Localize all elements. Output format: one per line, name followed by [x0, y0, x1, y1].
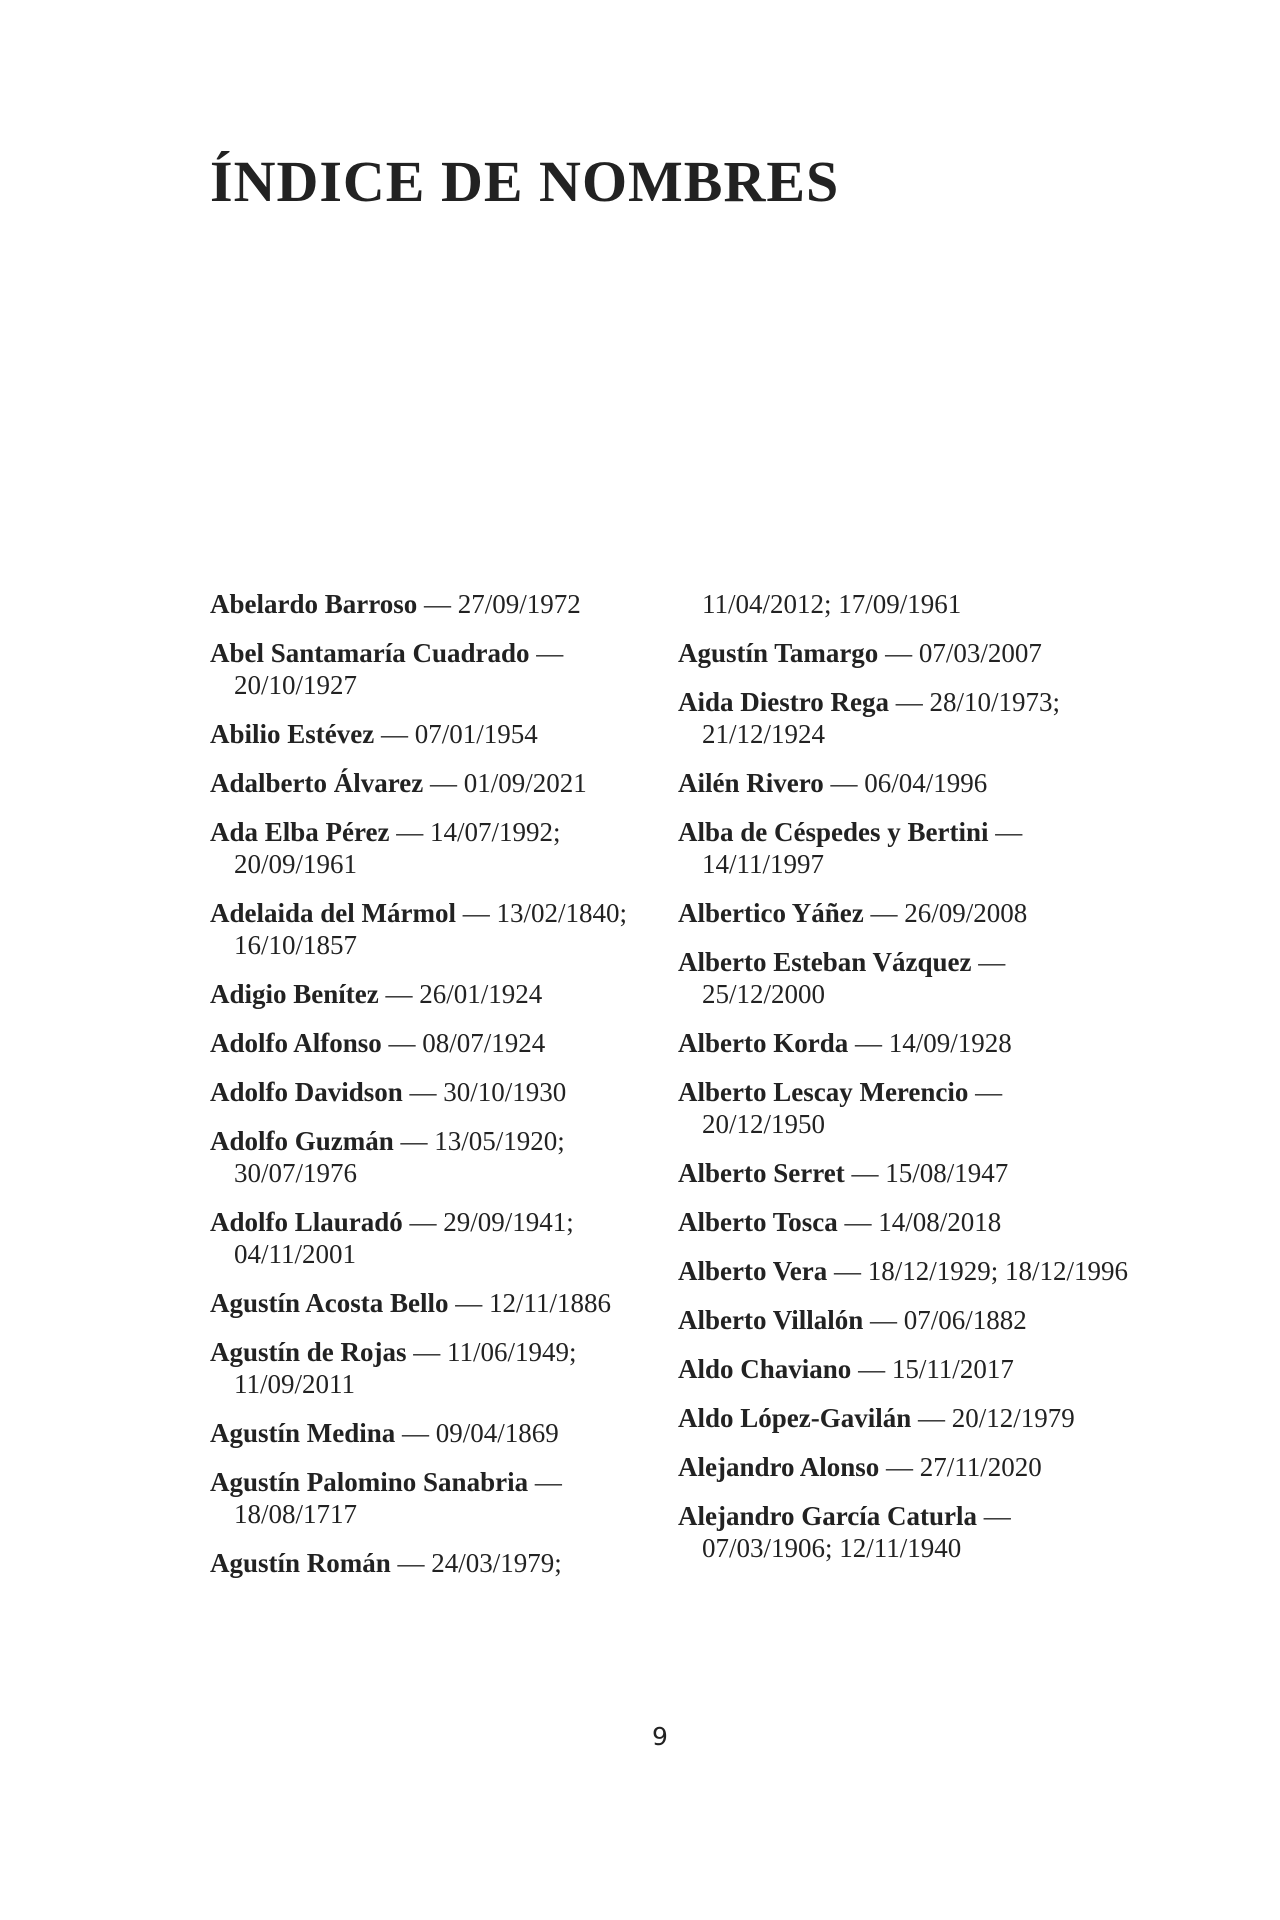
- entry-name: Ada Elba Pérez: [210, 817, 390, 847]
- entry-name: Agustín Román: [210, 1548, 391, 1578]
- entry-name: Aldo López-Gavilán: [678, 1403, 912, 1433]
- entry-name: Adolfo Guzmán: [210, 1126, 394, 1156]
- entry-name: Abilio Estévez: [210, 719, 375, 749]
- entry-name: Abelardo Barroso: [210, 589, 418, 619]
- entry-dates: — 07/01/1954: [380, 719, 538, 749]
- index-entry: [210, 637, 660, 701]
- index-entry: [210, 978, 660, 1010]
- entry-dates: — 12/11/1886: [455, 1288, 612, 1318]
- index-entry: [678, 1353, 1128, 1385]
- entry-name: Aida Diestro Rega: [678, 687, 889, 717]
- entry-dates: — 14/09/1928: [854, 1028, 1012, 1058]
- entry-name: Adolfo Llauradó: [210, 1207, 403, 1237]
- entry-name: Agustín de Rojas: [210, 1337, 407, 1367]
- entry-dates: — 25/12/2000: [702, 947, 1006, 1009]
- entry-dates: — 07/03/2007: [885, 638, 1042, 668]
- entry-dates: — 20/10/1927: [234, 638, 564, 700]
- index-entry: [678, 897, 1128, 929]
- entry-name: Alberto Korda: [678, 1028, 849, 1058]
- entry-name: Agustín Palomino Sanabria: [210, 1467, 529, 1497]
- index-entry: [678, 767, 1128, 799]
- index-entry: [210, 1417, 660, 1449]
- entry-name: Alberto Serret: [678, 1158, 845, 1188]
- index-entry: [678, 1076, 1128, 1140]
- entry-dates: — 20/12/1979: [918, 1403, 1075, 1433]
- index-entry: [678, 1206, 1128, 1238]
- entry-dates: — 27/09/1972: [424, 589, 581, 619]
- index-entry: [678, 816, 1128, 880]
- entry-dates: — 01/09/2021: [429, 768, 587, 798]
- index-entry-continuation: 11/04/2012; 17/09/1961: [702, 589, 962, 619]
- index-entry: [678, 1255, 1128, 1287]
- entry-dates: — 14/11/1997: [702, 817, 1023, 879]
- index-entry: [678, 1451, 1128, 1483]
- entry-name: Agustín Acosta Bello: [210, 1288, 449, 1318]
- index-entry: [210, 1076, 660, 1108]
- entry-name: Albertico Yáñez: [678, 898, 864, 928]
- entry-name: Adigio Benítez: [210, 979, 379, 1009]
- index-entry: [678, 1027, 1128, 1059]
- page-number: 9: [652, 1722, 668, 1751]
- entry-dates: — 14/07/1992; 20/09/1961: [234, 817, 561, 879]
- entry-dates: — 13/02/1840; 16/10/1857: [234, 898, 627, 960]
- index-column-left: [210, 588, 660, 1596]
- entry-dates: — 28/10/1973; 21/12/1924: [702, 687, 1060, 749]
- entry-name: Abel Santamaría Cuadrado: [210, 638, 530, 668]
- entry-name: Agustín Tamargo: [678, 638, 879, 668]
- index-entry: [210, 1466, 660, 1530]
- entry-dates: — 26/09/2008: [870, 898, 1028, 928]
- index-column-right: [678, 588, 1128, 1581]
- index-entry: [210, 767, 660, 799]
- index-entry: [678, 637, 1128, 669]
- entry-name: Alberto Tosca: [678, 1207, 838, 1237]
- entry-dates: — 18/08/1717: [234, 1467, 562, 1529]
- entry-dates: — 09/04/1869: [402, 1418, 559, 1448]
- entry-name: Alejandro García Caturla: [678, 1501, 977, 1531]
- entry-dates: — 30/10/1930: [409, 1077, 567, 1107]
- entry-dates: — 15/08/1947: [851, 1158, 1009, 1188]
- index-entry: [210, 1206, 660, 1270]
- entry-name: Aldo Chaviano: [678, 1354, 852, 1384]
- index-entry: [210, 718, 660, 750]
- entry-name: Alejandro Alonso: [678, 1452, 880, 1482]
- entry-dates: — 14/08/2018: [844, 1207, 1002, 1237]
- index-entry: [210, 588, 660, 620]
- entry-name: Alberto Lescay Merencio: [678, 1077, 969, 1107]
- entry-dates: — 08/07/1924: [388, 1028, 546, 1058]
- index-entry: [678, 946, 1128, 1010]
- index-entry: [678, 1402, 1128, 1434]
- index-entry: [678, 1157, 1128, 1189]
- entry-name: Alberto Villalón: [678, 1305, 864, 1335]
- index-entry: [678, 1304, 1128, 1336]
- entry-name: Agustín Medina: [210, 1418, 396, 1448]
- index-entry: [210, 1336, 660, 1400]
- index-entry: [210, 1027, 660, 1059]
- entry-name: Adalberto Álvarez: [210, 768, 424, 798]
- index-entry: [210, 1547, 660, 1579]
- entry-dates: — 07/06/1882: [870, 1305, 1027, 1335]
- entry-name: Adolfo Davidson: [210, 1077, 403, 1107]
- index-entry: [210, 1125, 660, 1189]
- index-entry: [210, 816, 660, 880]
- entry-dates: — 06/04/1996: [830, 768, 988, 798]
- entry-dates: — 29/09/1941; 04/11/2001: [234, 1207, 574, 1269]
- index-entry: [678, 1500, 1128, 1564]
- entry-name: Alberto Vera: [678, 1256, 828, 1286]
- entry-name: Ailén Rivero: [678, 768, 824, 798]
- entry-dates: — 15/11/2017: [858, 1354, 1014, 1384]
- entry-name: Adolfo Alfonso: [210, 1028, 382, 1058]
- entry-dates: — 11/06/1949; 11/09/2011: [234, 1337, 577, 1399]
- entry-dates: — 26/01/1924: [385, 979, 543, 1009]
- page-title: ÍNDICE DE NOMBRES: [210, 149, 840, 214]
- entry-name: Adelaida del Mármol: [210, 898, 456, 928]
- entry-dates: — 13/05/1920; 30/07/1976: [234, 1126, 565, 1188]
- index-entry: [210, 1287, 660, 1319]
- entry-dates: — 07/03/1906; 12/11/1940: [702, 1501, 1011, 1563]
- entry-name: Alberto Esteban Vázquez: [678, 947, 972, 977]
- entry-dates: — 27/11/2020: [886, 1452, 1042, 1482]
- entry-dates: — 20/12/1950: [702, 1077, 1003, 1139]
- index-entry: [210, 897, 660, 961]
- entry-dates: — 24/03/1979;: [397, 1548, 562, 1578]
- entry-name: Alba de Céspedes y Bertini: [678, 817, 989, 847]
- index-entry: [678, 686, 1128, 750]
- entry-dates: — 18/12/1929; 18/12/1996: [833, 1256, 1128, 1286]
